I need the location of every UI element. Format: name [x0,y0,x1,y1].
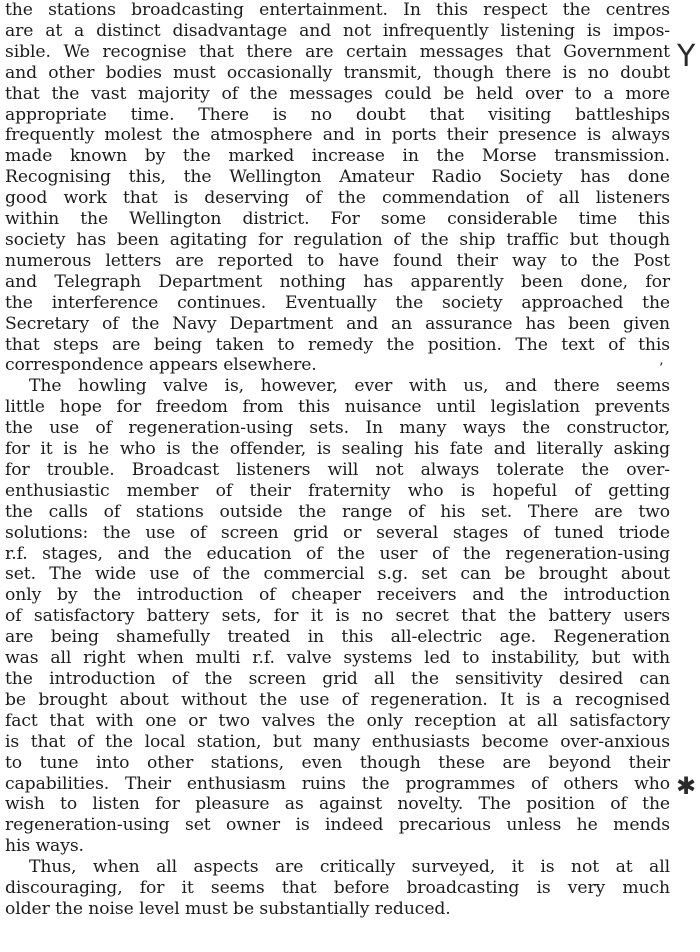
text-line: numerous letters are reported to have found their way to the Post [5,250,670,271]
article-body [5,0,670,920]
text-line: the stations broadcasting entertainment. In this respect the centres [5,0,670,20]
text-line: Recognising this, the Wellington Amateur Radio Society has done [5,167,670,188]
text-line: enthusiastic member of their fraternity who is hopeful of getting [5,480,670,501]
text-line: the use of regeneration-using sets. In many ways the constructor, [5,418,670,439]
text-line: r.f. stages, and the education of the user of the regeneration-using [5,543,670,564]
text-line: the calls of stations outside the range of his set. There are two [5,501,670,522]
text-line: capabilities. Their enthusiasm ruins the programmes of others who [5,773,670,794]
text-line: discouraging, for it seems that before broadcasting is very much [5,878,670,899]
text-line: is that of the local station, but many enthusiasts become over-anxious [5,731,670,752]
text-line: set. The wide use of the commercial s.g. set can be brought about [5,564,670,585]
text-line: the introduction of the screen grid all the sensitivity desired can [5,669,670,689]
text-line: and other bodies must occasionally transmit, though there is no doubt [5,62,670,83]
margin-scribble-mark: Y [677,39,696,74]
text-line: The howling valve is, however, ever with us, and there seems [29,376,670,397]
text-line: frequently molest the atmosphere and in ports their presence is always [5,125,670,146]
text-line: Thus, when all aspects are critically surveyed, it is not at all [29,857,670,878]
text-line: correspondence appears elsewhere. [5,355,317,376]
text-line: regeneration-using set owner is indeed precarious unless he mends [5,815,670,836]
text-line: only by the introduction of cheaper receivers and the introduction [5,585,670,606]
paragraph-2 [5,376,670,857]
text-line: the interference continues. Eventually the society approached the [5,292,670,313]
text-line: wish to listen for pleasure as against novelty. The position of the [5,794,670,815]
text-line: his ways. [5,836,84,857]
text-line: society has been agitating for regulation of the ship traffic but though [5,229,670,250]
text-line: for trouble. Broadcast listeners will not always tolerate the over- [5,459,670,480]
text-line: are being shamefully treated in this all-electric age. Regeneration [5,627,670,648]
text-line: was all right when multi r.f. valve systems led to instability, but with [5,648,670,669]
text-line: little hope for freedom from this nuisance until legislation prevents [5,397,670,418]
text-line: sible. We recognise that there are certain messages that Government [5,41,670,62]
text-line: within the Wellington district. For some considerable time this [5,209,670,230]
margin-tick-mark: ’ [659,361,664,377]
paragraph-1 [5,0,670,376]
text-line: to tune into other stations, even though these are beyond their [5,752,670,773]
text-line: Secretary of the Navy Department and an assurance has been given [5,313,670,334]
text-line: and Telegraph Department nothing has apparently been done, for [5,271,670,292]
text-line: are at a distinct disadvantage and not infrequently listening is impos- [5,20,670,41]
text-line: appropriate time. There is no doubt that visiting battleships [5,104,670,125]
text-line: fact that with one or two valves the only reception at all satisfactory [5,710,670,731]
margin-asterisk-mark: ✱ [676,772,697,800]
text-line: solutions: the use of screen grid or several stages of tuned triode [5,522,670,543]
text-line: be brought about without the use of regeneration. It is a recognised [5,689,670,710]
paragraph-3 [5,857,670,920]
text-line: for it is he who is the offender, is sealing his fate and literally asking [5,439,670,460]
text-line: good work that is deserving of the commendation of all listeners [5,188,670,209]
text-line: of satisfactory battery sets, for it is no secret that the battery users [5,606,670,627]
text-line: older the noise level must be substantially reduced. [5,898,451,919]
text-line: that the vast majority of the messages could be held over to a more [5,83,670,104]
text-line: made known by the marked increase in the Morse transmission. [5,146,670,167]
text-line: that steps are being taken to remedy the position. The text of this [5,334,670,355]
